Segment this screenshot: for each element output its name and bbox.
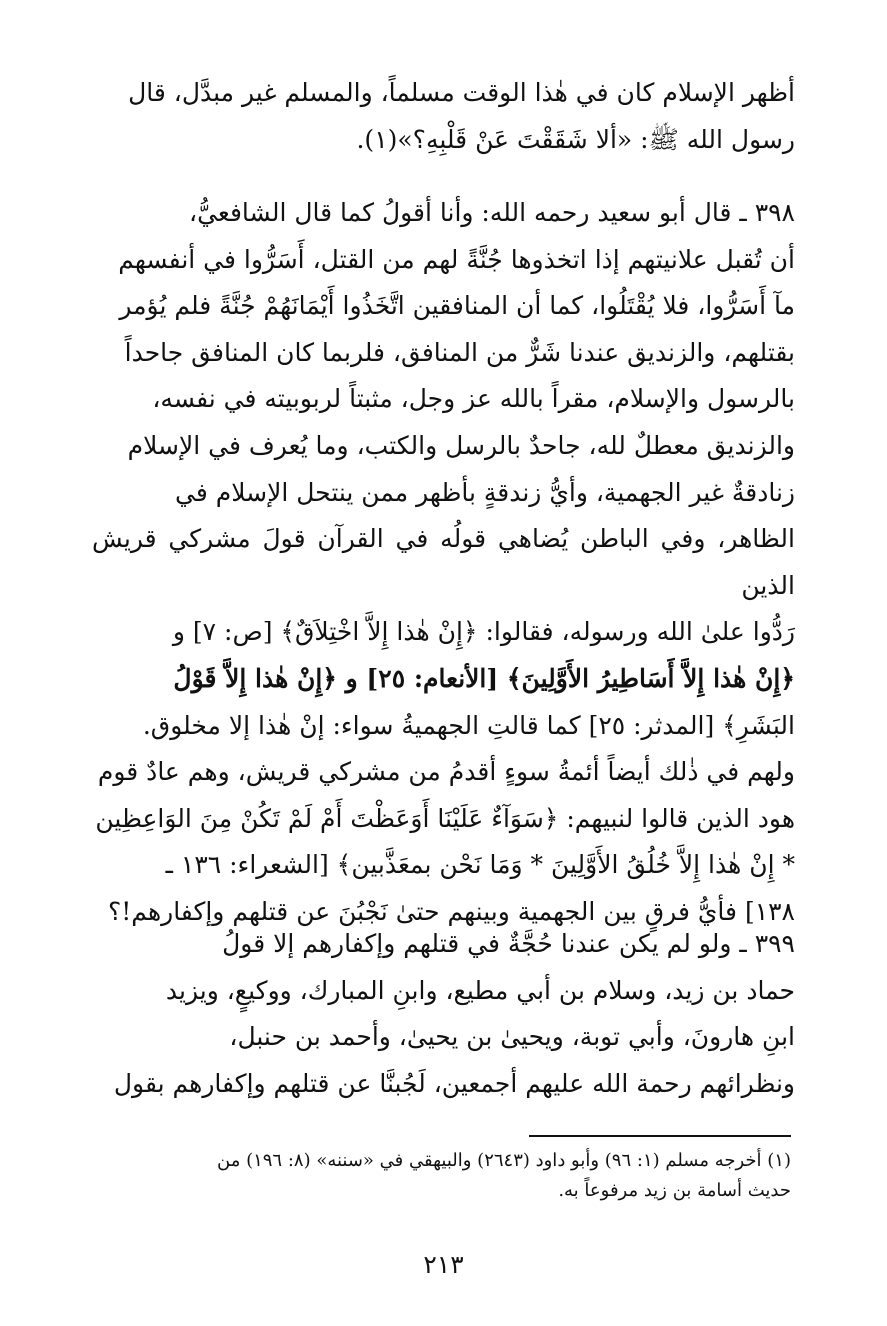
text-line: بقتلهم، والزنديق عندنا شَرٌّ من المنافق، فلربما كان المنافق جاحداً (124, 337, 795, 367)
text-line: ولهم في ذٰلك أيضاً أئمةُ سوءٍ أقدمُ من مشركي قريش، وهم عادٌ قوم (97, 757, 795, 787)
text-line: ابنِ هارونَ، وأبي توبة، ويحيىٰ بن يحيىٰ، وأحمد بن حنبل، (229, 1022, 795, 1052)
text-line: البَشَرِ﴾ [المدثر: ٢٥] كما قالتِ الجهميةُ سواء: إنْ هٰذا إلا مخلوق. (142, 710, 795, 740)
footnote-line: حديث أسامة بن زيد مرفوعاً به. (558, 1180, 791, 1201)
text-line: ١٣٨] فأيُّ فرقٍ بين الجهمية وبينهم حتىٰ نَجْبُنَ عن قتلهم وإكفارهم!؟ (107, 896, 795, 926)
text-line: مآ أَسَرُّوا، فلا يُقْتَلُوا، كما أن المنافقين اتَّخَذُوا أَيْمَانَهُمْ جُنَّةً فلم يُؤمر (119, 291, 795, 321)
text-line: زنادقةٌ غير الجهمية، وأيُّ زندقةٍ بأظهر ممن ينتحل الإسلام في (175, 477, 795, 507)
text-line: ٣٩٩ ـ ولو لم يكن عندنا حُجَّةٌ في قتلهم وإكفارهم إلا قولُ (222, 929, 795, 958)
paragraph-399 (92, 921, 795, 1107)
text-line: أظهر الإسلام كان في هٰذا الوقت مسلماً، والمسلم غير مبدَّل، قال (128, 78, 795, 107)
text-line: رسول الله ﷺ: «ألا شَقَقْتَ عَنْ قَلْبِهِ؟»(١). (356, 124, 795, 154)
footnote (92, 1146, 791, 1206)
text-line: * إِنْ هٰذا إِلاَّ خُلُقُ الأَوَّلِينَ * وَمَا نَحْن بمعَذَّبين﴾ [الشعراء: ١٣٦ ـ (165, 850, 795, 880)
paragraph-continuation (92, 70, 795, 163)
text-line: حماد بن زيد، وسلام بن أبي مطيع، وابنِ المبارك، ووكيعٍ، ويزيد (165, 975, 795, 1005)
text-line: ٣٩٨ ـ قال أبو سعيد رحمه الله: وأنا أقولُ كما قال الشافعيُّ، (189, 198, 795, 227)
page-number: ٢١٣ (423, 1250, 464, 1279)
text-line: رَدُّوا علىٰ الله ورسوله، فقالوا: ﴿إِنْ هٰذا إِلاَّ اخْتِلاَقٌ﴾ [ص: ٧] و (172, 617, 795, 647)
text-line: الظاهر، وفي الباطن يُضاهي قولُه في القرآن قولَ مشركي قريش الذين (92, 524, 795, 600)
footnote-line: (١) أخرجه مسلم (١: ٩٦) وأبو داود (٢٦٤٣) والبيهقي في «سننه» (٨: ١٩٦) من (217, 1150, 791, 1171)
text-line: ﴿إِنْ هٰذا إِلاَّ أَسَاطِيرُ الأَوَّلِينَ﴾ [الأنعام: ٢٥] و ﴿إِنْ هٰذا إِلاَّ قَوْلُ (173, 663, 795, 693)
text-line: أن تُقبل علانيتهم إذا اتخذوها جُنَّةً لهم من القتل، أَسَرُّوا في أنفسهم (118, 244, 795, 274)
text-line: ونظرائهم رحمة الله عليهم أجمعين، لَجُبنَّا عن قتلهم وإكفارهم بقول (113, 1068, 795, 1098)
paragraph-398 (92, 190, 795, 936)
footnote-divider (529, 1135, 791, 1137)
text-line: بالرسول والإسلام، مقراً بالله عز وجل، مثبتاً لربوبيته في نفسه، (152, 384, 795, 414)
text-line: هود الذين قالوا لنبيهم: ﴿سَوَآءٌ عَلَيْنَا أَوَعَظْتَ أَمْ لَمْ تَكُنْ مِنَ الوَاعِظِين (95, 803, 795, 833)
text-line: والزنديق معطلٌ لله، جاحدٌ بالرسل والكتب، وما يُعرف في الإسلام (127, 430, 795, 460)
